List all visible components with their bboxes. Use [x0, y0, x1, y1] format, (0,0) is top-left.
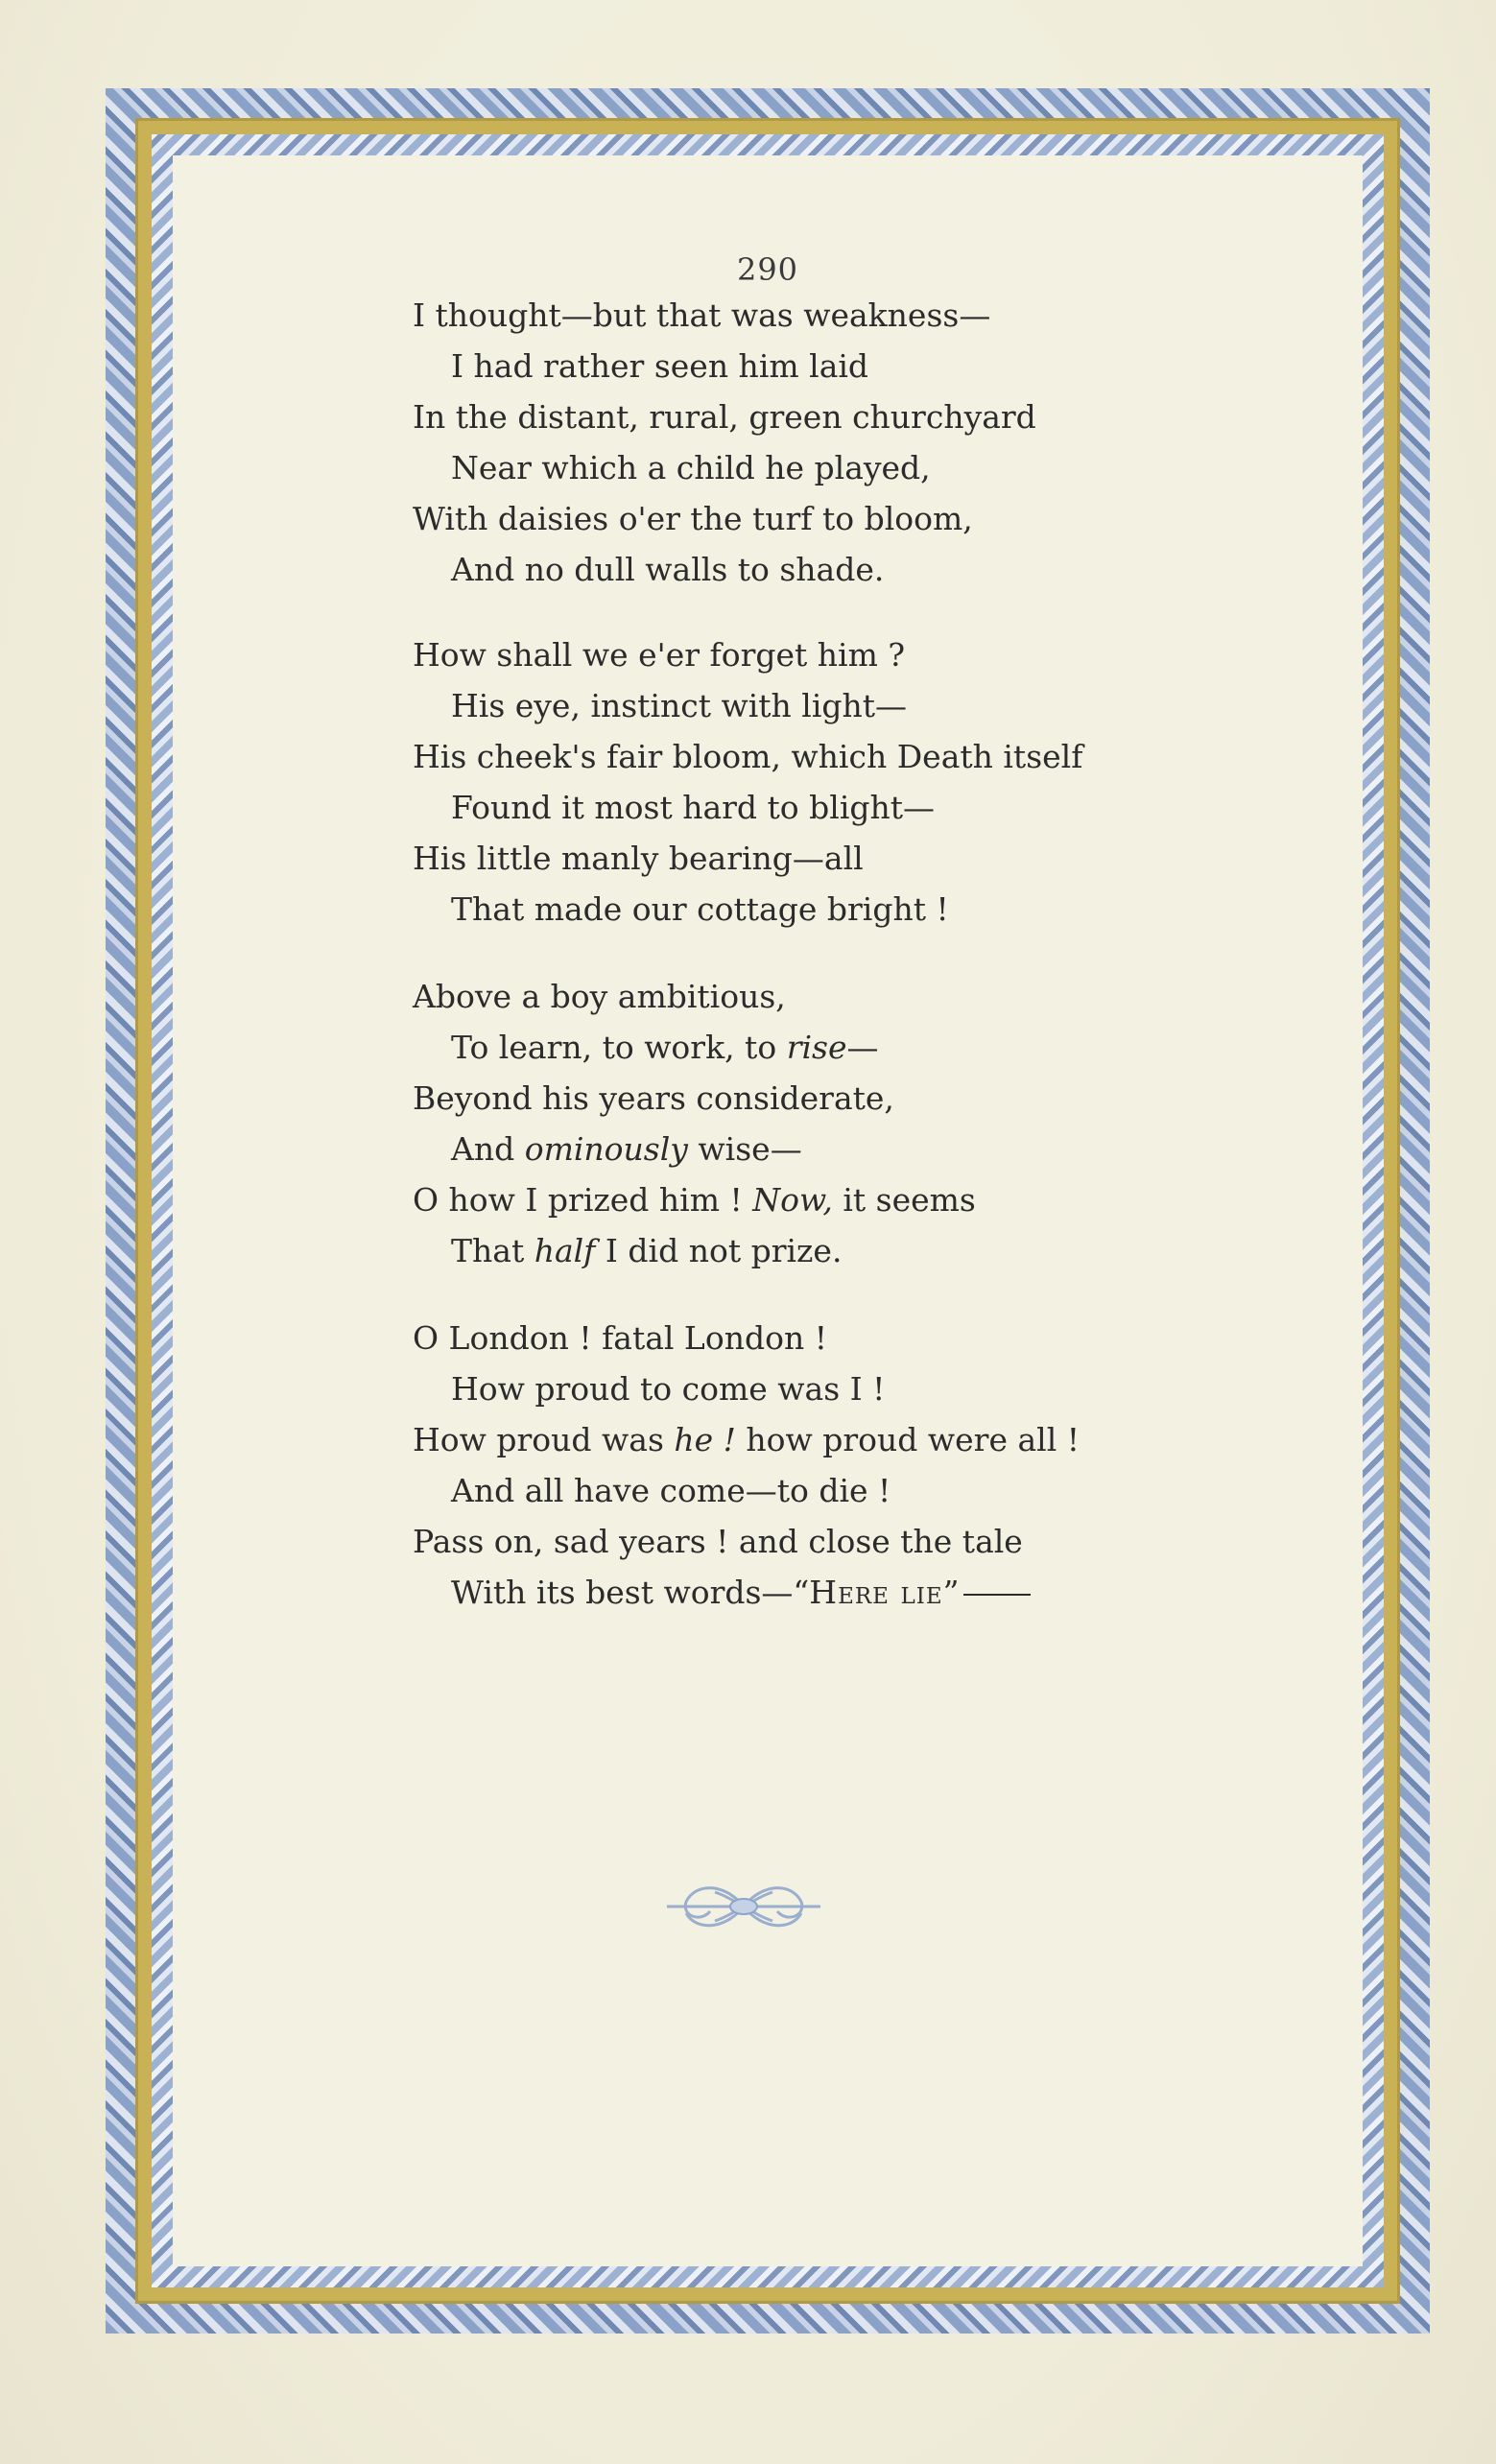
poem-line: I thought—but that was weakness— [413, 296, 991, 334]
poem-line: I had rather seen him laid [451, 347, 869, 385]
poem-line: Near which a child he played, [451, 449, 931, 486]
ornament-vignette-icon [657, 1863, 830, 1950]
page-content [173, 155, 1363, 2266]
poem-line: And no dull walls to shade. [451, 551, 885, 588]
poem-line: To learn, to work, to rise— [451, 1029, 879, 1066]
poem-line: That half I did not prize. [451, 1232, 843, 1269]
poem-line: His cheek's fair bloom, which Death itself [413, 738, 1083, 775]
poem-line: With daisies o'er the turf to bloom, [413, 500, 973, 537]
poem-line: His eye, instinct with light— [451, 687, 908, 724]
stanza-1 [413, 290, 1276, 595]
closing-rule [963, 1594, 1031, 1596]
poem-line: And all have come—to die ! [451, 1472, 891, 1509]
poem-line: That made our cottage bright ! [451, 890, 949, 928]
page-number: 290 [736, 251, 799, 288]
stanza-3 [413, 971, 1276, 1276]
poem-line: Above a boy ambitious, [413, 978, 786, 1015]
poem-line: Beyond his years considerate, [413, 1079, 894, 1117]
poem-line: How proud to come was I ! [451, 1370, 886, 1408]
poem-line: His little manly bearing—all [413, 840, 864, 877]
stanza-2 [413, 629, 1276, 935]
poem-line: In the distant, rural, green churchyard [413, 398, 1036, 436]
poem-line: How shall we e'er forget him ? [413, 636, 906, 674]
poem-line: Pass on, sad years ! and close the tale [413, 1523, 1023, 1560]
poem-line: O how I prized him ! Now, it seems [413, 1181, 976, 1219]
poem-line: Found it most hard to blight— [451, 789, 936, 826]
poem-line: With its best words—“Here lie” [413, 1567, 1276, 1618]
stanza-4 [413, 1313, 1276, 1618]
poem-line: How proud was he ! how proud were all ! [413, 1421, 1080, 1458]
poem-line: And ominously wise— [451, 1130, 802, 1168]
poem-line: O London ! fatal London ! [413, 1319, 827, 1357]
